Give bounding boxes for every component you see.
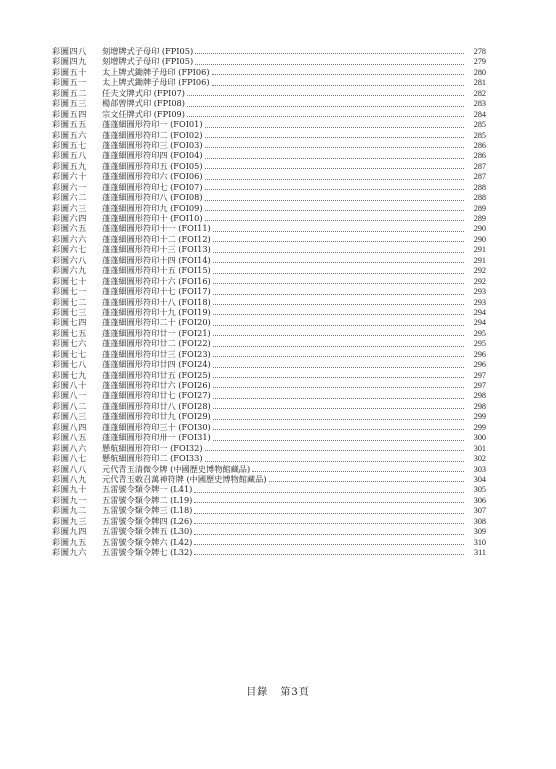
entry-page-number: 295 [473, 328, 486, 338]
toc-entry [52, 526, 486, 536]
entry-plate-label: 彩圖六四 [52, 213, 87, 223]
entry-title: 蓬蓬細圓形符印廿四 (FOI24) [102, 359, 211, 370]
dot-leader [205, 219, 464, 221]
toc-entry [52, 161, 486, 171]
entry-plate-label: 彩圖七二 [52, 296, 87, 307]
entry-title: 任夫文牌式印 (FPI07) [102, 87, 185, 98]
dot-leader [213, 293, 464, 295]
dot-leader [205, 136, 464, 138]
dot-leader [195, 52, 464, 54]
entry-page-number: 291 [473, 245, 486, 255]
entry-plate-label: 彩圖八八 [52, 463, 87, 474]
entry-page-number: 285 [473, 130, 486, 140]
entry-page-number: 290 [473, 234, 486, 244]
entry-page-number: 278 [473, 47, 486, 56]
toc-entry [52, 297, 486, 307]
entry-page-number: 293 [473, 297, 486, 307]
entry-plate-label: 彩圖五六 [52, 129, 87, 140]
dot-leader [205, 199, 464, 201]
entry-plate-label: 彩圖八六 [52, 442, 87, 453]
dot-leader [213, 345, 464, 347]
entry-plate-label: 彩圖七八 [52, 359, 87, 370]
dot-leader [205, 209, 464, 211]
dot-leader [213, 324, 464, 326]
entry-title: 五雷號令類令牌二 (L19) [102, 494, 193, 505]
entry-plate-label: 彩圖七九 [52, 369, 87, 380]
entry-title: 蓬蓬細圓形符印二 (FOI02) [102, 129, 203, 140]
entry-page-number: 289 [473, 214, 486, 223]
entry-plate-label: 彩圖五二 [52, 87, 87, 98]
entry-plate-label: 彩圖八十 [52, 380, 87, 390]
entry-page-number: 310 [473, 537, 486, 547]
toc-entry [52, 411, 486, 421]
entry-page-number: 296 [473, 349, 486, 359]
entry-title: 蓬蓬細圓形符印十四 (FOI14) [102, 254, 211, 265]
entry-plate-label: 彩圖九十 [52, 484, 87, 495]
entry-plate-label: 彩圖八四 [52, 421, 87, 432]
entry-title: 太上牌式鋤牌子母印 (FPI06) [102, 77, 210, 88]
entry-page-number: 295 [473, 339, 486, 349]
toc-entry [52, 244, 486, 254]
dot-leader [205, 178, 464, 180]
dot-leader [213, 428, 464, 430]
entry-page-number: 279 [473, 57, 486, 67]
entry-page-number: 297 [473, 370, 486, 380]
entry-title: 蓬蓬細圓形符印一 (FOI01) [102, 119, 203, 130]
dot-leader [213, 355, 464, 357]
toc-entry [52, 401, 486, 411]
entry-plate-label: 彩圖九一 [52, 494, 87, 505]
entry-title: 蓬蓬細圓形符印三 (FOI03) [102, 139, 203, 150]
dot-leader [205, 449, 464, 451]
dot-leader [213, 313, 464, 315]
toc-entry [52, 265, 486, 275]
toc-entry [52, 443, 486, 453]
entry-page-number: 299 [473, 422, 486, 432]
entry-page-number: 299 [473, 412, 486, 422]
entry-title: 蓬蓬細圓形符印六 (FOI06) [102, 171, 203, 182]
entry-page-number: 288 [473, 182, 486, 192]
dot-leader [213, 386, 464, 388]
entry-title: 太上牌式鋤牌子母印 (FPI06) [102, 66, 210, 77]
dot-leader [252, 470, 464, 472]
entry-plate-label: 彩圖六二 [52, 192, 87, 203]
toc-entry [52, 223, 486, 233]
entry-plate-label: 彩圖七七 [52, 348, 87, 359]
entry-page-number: 293 [473, 287, 486, 297]
entry-page-number: 287 [473, 172, 486, 182]
entry-page-number: 306 [473, 495, 486, 505]
toc-entry [52, 67, 486, 77]
toc-entry [52, 390, 486, 400]
entry-plate-label: 彩圖五七 [52, 139, 87, 150]
dot-leader [205, 188, 464, 190]
toc-entry [52, 307, 486, 317]
toc-entry [52, 328, 486, 338]
toc-entry [52, 130, 486, 140]
dot-leader [269, 480, 464, 482]
toc-entry [52, 46, 486, 56]
dot-leader [194, 522, 464, 524]
dot-leader [187, 94, 464, 96]
entry-plate-label: 彩圖四九 [52, 56, 87, 67]
entry-title: 蓬蓬細圓形符印十九 (FOI19) [102, 306, 211, 317]
dot-leader [194, 512, 464, 514]
toc-entry [52, 547, 486, 557]
entry-title: 蓬蓬細圓形符印十七 (FOI17) [102, 286, 211, 297]
entry-page-number: 294 [473, 318, 486, 328]
entry-page-number: 301 [473, 443, 486, 453]
dot-leader [205, 146, 464, 148]
dot-leader [213, 261, 464, 263]
entry-plate-label: 彩圖五九 [52, 160, 87, 171]
dot-leader [205, 126, 464, 128]
entry-plate-label: 彩圖九三 [52, 515, 87, 526]
entry-page-number: 291 [473, 255, 486, 265]
entry-plate-label: 彩圖七五 [52, 327, 87, 338]
dot-leader [213, 418, 464, 420]
entry-page-number: 287 [473, 161, 486, 171]
entry-title: 蓬蓬細圓形符印十三 (FOI13) [102, 244, 211, 255]
entry-page-number: 303 [473, 464, 486, 474]
entry-title: 五雷號令類令牌七 (L32) [102, 547, 193, 557]
toc-entry [52, 234, 486, 244]
entry-title: 蓬蓬細圓形符印十二 (FOI12) [102, 233, 211, 244]
entry-page-number: 304 [473, 474, 486, 484]
entry-plate-label: 彩圖六十 [52, 171, 87, 182]
entry-title: 蓬蓬細圓形符印十 (FOI10) [102, 213, 203, 223]
dot-leader [213, 282, 464, 284]
dot-leader [213, 376, 464, 378]
dot-leader [213, 397, 464, 399]
entry-plate-label: 彩圖九四 [52, 526, 87, 537]
entry-page-number: 292 [473, 276, 486, 286]
entry-plate-label: 彩圖八一 [52, 390, 87, 401]
entry-plate-label: 彩圖六六 [52, 233, 87, 244]
entry-title: 元代青玉清微令牌 (中國歷史博物館藏品) [102, 463, 251, 474]
entry-plate-label: 彩圖八三 [52, 411, 87, 422]
entry-title: 元代青玉敕召萬神符牌 (中國歷史博物館藏品) [102, 473, 267, 484]
table-of-contents [52, 46, 486, 557]
entry-plate-label: 彩圖七六 [52, 338, 87, 349]
toc-entry [52, 109, 486, 119]
entry-plate-label: 彩圖八五 [52, 432, 87, 443]
entry-title: 蓬蓬細圓形符印十一 (FOI11) [102, 223, 211, 234]
entry-title: 蓬蓬細圓形符印十八 (FOI18) [102, 296, 211, 307]
dot-leader [194, 501, 464, 503]
entry-title: 蓬蓬細圓形符印廿二 (FOI22) [102, 338, 211, 349]
entry-plate-label: 彩圖八九 [52, 473, 87, 484]
dot-leader [212, 84, 464, 86]
entry-page-number: 286 [473, 140, 486, 150]
toc-entry [52, 464, 486, 474]
entry-title: 蓬蓬細圓形符印廿六 (FOI26) [102, 380, 211, 390]
entry-page-number: 307 [473, 506, 486, 516]
entry-title: 蓬蓬細圓形符印二十 (FOI20) [102, 317, 211, 328]
entry-page-number: 289 [473, 203, 486, 213]
entry-title: 五雷號令類令牌三 (L18) [102, 505, 193, 516]
entry-page-number: 302 [473, 454, 486, 464]
entry-plate-label: 彩圖八七 [52, 453, 87, 464]
entry-title: 五雷號令類令牌六 (L42) [102, 536, 193, 547]
page-footer [0, 683, 556, 698]
entry-title: 蓬蓬細圓形符印五 (FOI05) [102, 160, 203, 171]
entry-plate-label: 彩圖九二 [52, 505, 87, 516]
entry-title: 蓬蓬細圓形符印八 (FOI08) [102, 192, 203, 203]
dot-leader [213, 366, 464, 368]
toc-entry [52, 370, 486, 380]
toc-entry [52, 432, 486, 442]
entry-title: 刻增牌式子母印 (FPI05) [102, 56, 194, 67]
dot-leader [187, 105, 464, 107]
entry-page-number: 298 [473, 401, 486, 411]
toc-entry [52, 98, 486, 108]
dot-leader [195, 63, 464, 65]
dot-leader [194, 491, 464, 493]
toc-entry [52, 56, 486, 66]
dot-leader [213, 407, 464, 409]
dot-leader [205, 167, 464, 169]
entry-plate-label: 彩圖七一 [52, 286, 87, 297]
toc-entry [52, 349, 486, 359]
toc-entry [52, 422, 486, 432]
entry-page-number: 282 [473, 88, 486, 98]
entry-page-number: 280 [473, 67, 486, 77]
toc-entry [52, 359, 486, 369]
toc-entry [52, 77, 486, 87]
entry-plate-label: 彩圖六九 [52, 265, 87, 276]
dot-leader [213, 251, 464, 253]
toc-entry [52, 276, 486, 286]
entry-page-number: 285 [473, 120, 486, 130]
entry-page-number: 290 [473, 224, 486, 234]
dot-leader [213, 334, 464, 336]
entry-page-number: 298 [473, 391, 486, 401]
toc-entry [52, 192, 486, 202]
dot-leader [194, 553, 464, 555]
entry-page-number: 309 [473, 527, 486, 537]
entry-title: 懸航細圓形符印一 (FOI32) [102, 442, 203, 453]
entry-page-number: 308 [473, 516, 486, 526]
entry-title: 蓬蓬細圓形符印廿三 (FOI23) [102, 348, 211, 359]
dot-leader [205, 157, 464, 159]
entry-page-number: 296 [473, 360, 486, 370]
entry-plate-label: 彩圖八二 [52, 400, 87, 411]
entry-plate-label: 彩圖六八 [52, 254, 87, 265]
dot-leader [213, 439, 464, 441]
entry-title: 蓬蓬細圓形符印廿一 (FOI21) [102, 327, 211, 338]
entry-page-number: 288 [473, 193, 486, 203]
toc-entry [52, 182, 486, 192]
entry-title: 蓬蓬細圓形符印卅一 (FOI31) [102, 432, 211, 443]
entry-title: 蓬蓬細圓形符印十五 (FOI15) [102, 265, 211, 276]
dot-leader [213, 272, 464, 274]
toc-entry [52, 150, 486, 160]
entry-title: 蓬蓬細圓形符印三十 (FOI30) [102, 421, 211, 432]
entry-plate-label: 彩圖九六 [52, 547, 87, 557]
toc-entry [52, 255, 486, 265]
entry-title: 懸航細圓形符印二 (FOI33) [102, 453, 203, 464]
toc-entry [52, 484, 486, 494]
entry-page-number: 283 [473, 99, 486, 109]
entry-title: 蓬蓬細圓形符印廿七 (FOI27) [102, 390, 211, 401]
entry-page-number: 284 [473, 109, 486, 119]
dot-leader [187, 115, 464, 117]
entry-plate-label: 彩圖七四 [52, 317, 87, 328]
toc-entry [52, 171, 486, 181]
toc-entry [52, 505, 486, 515]
toc-entry [52, 338, 486, 348]
entry-plate-label: 彩圖五十 [52, 66, 87, 77]
entry-page-number: 311 [474, 548, 486, 557]
toc-entry [52, 516, 486, 526]
dot-leader [213, 303, 464, 305]
toc-entry [52, 286, 486, 296]
toc-entry [52, 453, 486, 463]
entry-title: 五雷號令類令牌五 (L30) [102, 526, 193, 537]
entry-page-number: 286 [473, 151, 486, 161]
toc-entry [52, 203, 486, 213]
entry-page-number: 294 [473, 307, 486, 317]
dot-leader [213, 240, 464, 242]
entry-plate-label: 彩圖五五 [52, 119, 87, 130]
entry-page-number: 300 [473, 433, 486, 443]
entry-plate-label: 彩圖五一 [52, 77, 87, 88]
toc-entry [52, 495, 486, 505]
entry-title: 蓬蓬細圓形符印廿八 (FOI28) [102, 400, 211, 411]
entry-plate-label: 彩圖五八 [52, 150, 87, 161]
toc-entry [52, 380, 486, 390]
entry-title: 蓬蓬細圓形符印七 (FOI07) [102, 181, 203, 192]
footer-label: 目錄 [246, 687, 269, 698]
dot-leader [205, 460, 464, 462]
entry-page-number: 305 [473, 485, 486, 495]
footer-page-number: 第3頁 [280, 687, 310, 698]
dot-leader [194, 533, 464, 535]
entry-title: 刻增牌式子母印 (FPI05) [102, 46, 194, 56]
toc-entry [52, 119, 486, 129]
toc-entry [52, 474, 486, 484]
entry-title: 五雷號令類令牌四 (L26) [102, 515, 193, 526]
entry-plate-label: 彩圖五四 [52, 108, 87, 119]
entry-plate-label: 彩圖五三 [52, 98, 87, 109]
dot-leader [213, 230, 464, 232]
entry-title: 蓬蓬細圓形符印廿五 (FOI25) [102, 369, 211, 380]
entry-title: 蓬蓬細圓形符印九 (FOI09) [102, 202, 203, 213]
entry-plate-label: 彩圖七三 [52, 306, 87, 317]
entry-plate-label: 彩圖四八 [52, 46, 87, 56]
entry-plate-label: 彩圖六五 [52, 223, 87, 234]
dot-leader [212, 73, 464, 75]
toc-entry [52, 213, 486, 223]
toc-entry [52, 88, 486, 98]
entry-title: 蓬蓬細圓形符印廿九 (FOI29) [102, 411, 211, 422]
entry-page-number: 281 [473, 78, 486, 88]
entry-title: 五雷號令類令牌一 (L41) [102, 484, 193, 495]
entry-plate-label: 彩圖六七 [52, 244, 87, 255]
toc-entry [52, 537, 486, 547]
entry-plate-label: 彩圖六三 [52, 202, 87, 213]
entry-plate-label: 彩圖九五 [52, 536, 87, 547]
entry-plate-label: 彩圖七十 [52, 275, 87, 286]
entry-title: 宗文任牌式印 (FPI09) [102, 108, 185, 119]
entry-page-number: 292 [473, 266, 486, 276]
entry-page-number: 297 [473, 381, 486, 390]
entry-title: 蓬蓬細圓形符印四 (FOI04) [102, 150, 203, 161]
entry-title: 蓬蓬細圓形符印十六 (FOI16) [102, 275, 211, 286]
dot-leader [194, 543, 464, 545]
entry-plate-label: 彩圖六一 [52, 181, 87, 192]
toc-entry [52, 140, 486, 150]
toc-entry [52, 317, 486, 327]
entry-title: 楊郃曾牌式印 (FPI08) [102, 98, 185, 109]
